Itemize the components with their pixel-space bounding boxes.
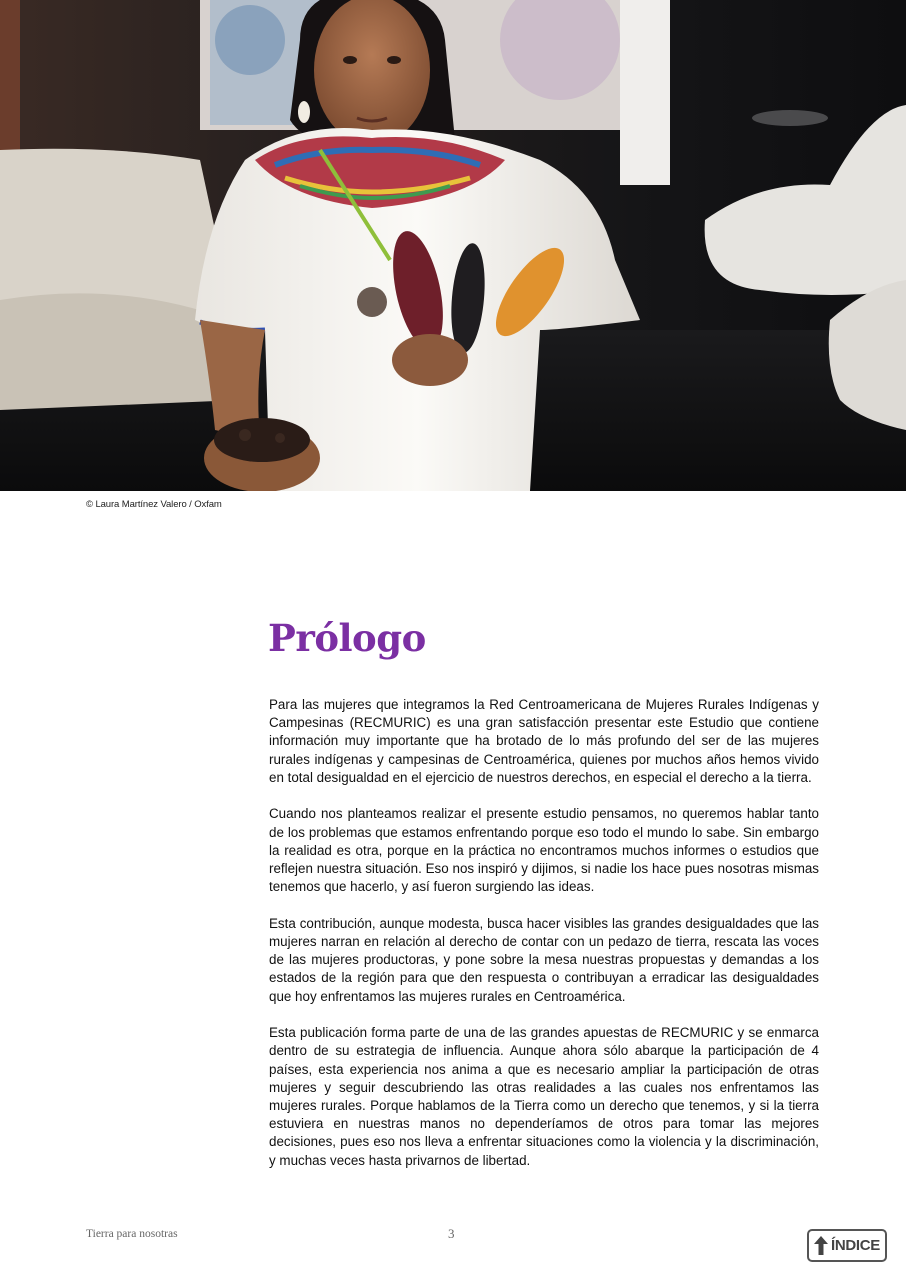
photo-credit: © Laura Martínez Valero / Oxfam <box>86 499 222 510</box>
index-button-label: ÍNDICE <box>830 1237 881 1254</box>
paragraph: Esta contribución, aunque modesta, busca hacer visibles las grandes desigualdades que las mujeres narran en relación al derecho de contar con un pedazo de tierra, rescata las voces de las mujeres productoras, y pone sobre la mesa nuestras propuestas y demandas a los estados de la región para que den respuesta o contribuyan a erradicar las desigualdades que hoy enfrentamos las mujeres rurales en Centroamérica. <box>269 915 819 1004</box>
index-button[interactable] <box>807 1229 887 1262</box>
paragraph: Esta publicación forma parte de una de las grandes apuestas de RECMURIC y se enmarca dentro de su estrategia de influencia. Aunque ahora sólo abarque la participación de 4 países, esta experiencia nos anima a que es necesario ampliar la participación de otras mujeres y seguir descubriendo las otras realidades a las cuales nos enfrentamos las mujeres rurales. Porque hablamos de la Tierra como un derecho que tenemos, y si la tierra estuviera en nuestras manos no dependeríamos de otros para tomar las mejores decisiones, pues eso nos lleva a enfrentar situaciones como la violencia y la discriminación, y muchas veces hasta privarnos de libertad. <box>269 1025 819 1168</box>
publication-title: Tierra para nosotras <box>86 1228 178 1240</box>
paragraph: Para las mujeres que integramos la Red Centroamericana de Mujeres Rurales Indígenas y Campesinas (RECMURIC) es una gran satisfacción presentar este Estudio que contiene información muy importante que ha brotado de lo más profundo del ser de las mujeres rurales indígenas y campesinas de Centroamérica, quienes por muchos años hemos vivido en total desigualdad en el ejercicio de nuestros derechos, en especial el derecho a la tierra. <box>269 697 819 785</box>
header-photo <box>0 0 906 491</box>
page-number: 3 <box>448 1226 455 1241</box>
article-body <box>269 696 819 1188</box>
page-title: Prólogo <box>268 616 426 660</box>
arrow-up-icon <box>814 1236 828 1255</box>
paragraph: Cuando nos planteamos realizar el presente estudio pensamos, no queremos hablar tanto de los problemas que estamos enfrentando porque eso todo el mundo lo sabe. Sin embargo la realidad es otra, porque en la práctica no encontramos muchos informes o estudios que reflejen nuestra situación. Eso nos inspiró y dijimos, si nadie los hace pues nosotras mismas tenemos que hacerlo, y así fueron surgiendo las ideas. <box>269 806 819 895</box>
photo-illustration <box>0 0 906 491</box>
